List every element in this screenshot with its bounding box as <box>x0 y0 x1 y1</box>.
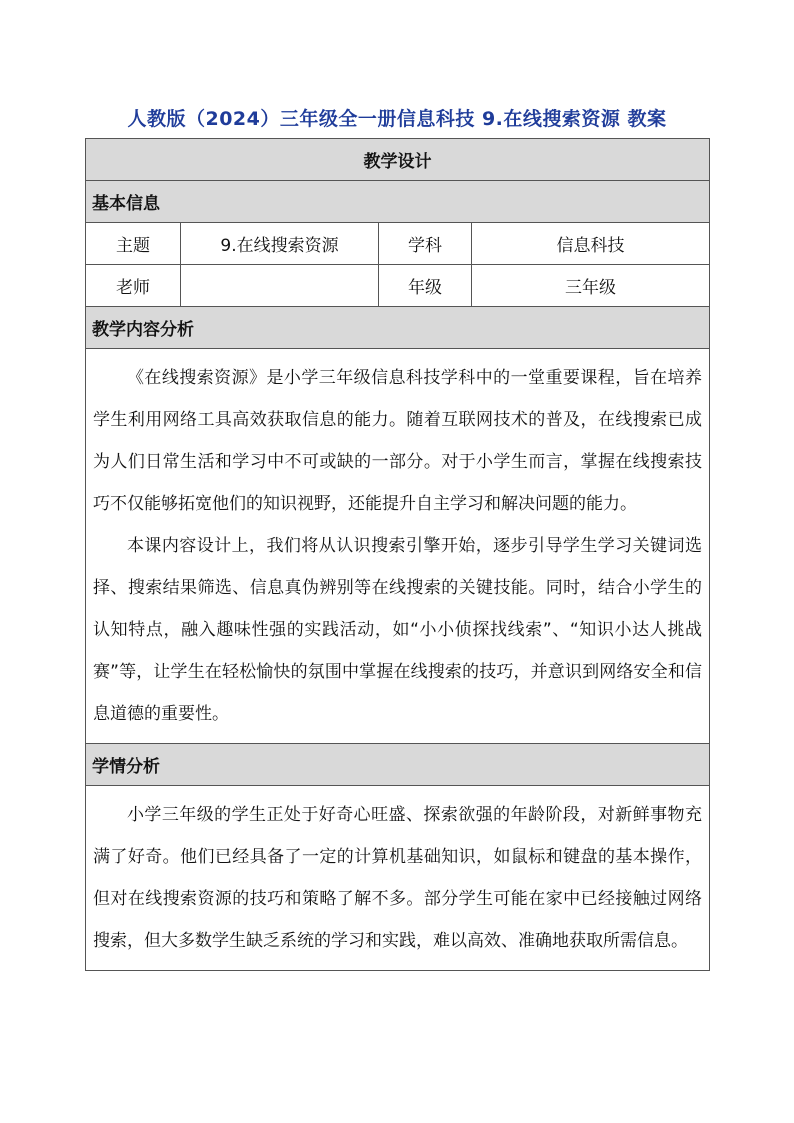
content-analysis-body <box>86 349 710 744</box>
content-analysis-paragraph-2: 本课内容设计上，我们将从认识搜索引擎开始，逐步引导学生学习关键词选择、搜索结果筛选、信息真伪辨别等在线搜索的关键技能。同时，结合小学生的认知特点，融入趣味性强的实践活动，如“小小侦探找线索”、“知识小达人挑战赛”等，让学生在轻松愉快的氛围中掌握在线搜索的技巧，并意识到网络安全和信息道德的重要性。 <box>93 536 702 724</box>
learner-analysis-body <box>86 786 710 971</box>
subject-value: 信息科技 <box>472 223 710 265</box>
subject-label: 学科 <box>379 223 472 265</box>
section-content-analysis: 教学内容分析 <box>86 307 710 349</box>
lesson-plan-table <box>85 138 710 971</box>
grade-label: 年级 <box>379 265 472 307</box>
section-basic-info: 基本信息 <box>86 181 710 223</box>
document-title: 人教版（2024）三年级全一册信息科技 9.在线搜索资源 教案 <box>127 108 667 130</box>
learner-analysis-paragraph-1: 小学三年级的学生正处于好奇心旺盛、探索欲强的年龄阶段，对新鲜事物充满了好奇。他们已经具备了一定的计算机基础知识，如鼠标和键盘的基本操作，但对在线搜索资源的技巧和策略了解不多。部分学生可能在家中已经接触过网络搜索，但大多数学生缺乏系统的学习和实践，难以高效、准确地获取所需信息。 <box>93 805 702 951</box>
teacher-value <box>181 265 379 307</box>
grade-value: 三年级 <box>472 265 710 307</box>
teacher-label: 老师 <box>86 265 181 307</box>
content-analysis-paragraph-1: 《在线搜索资源》是小学三年级信息科技学科中的一堂重要课程，旨在培养学生利用网络工具高效获取信息的能力。随着互联网技术的普及，在线搜索已成为人们日常生活和学习中不可或缺的一部分。对于小学生而言，掌握在线搜索技巧不仅能够拓宽他们的知识视野，还能提升自主学习和解决问题的能力。 <box>93 368 702 514</box>
section-learner-analysis: 学情分析 <box>86 744 710 786</box>
table-header: 教学设计 <box>86 139 710 181</box>
topic-label: 主题 <box>86 223 181 265</box>
topic-value: 9.在线搜索资源 <box>181 223 379 265</box>
